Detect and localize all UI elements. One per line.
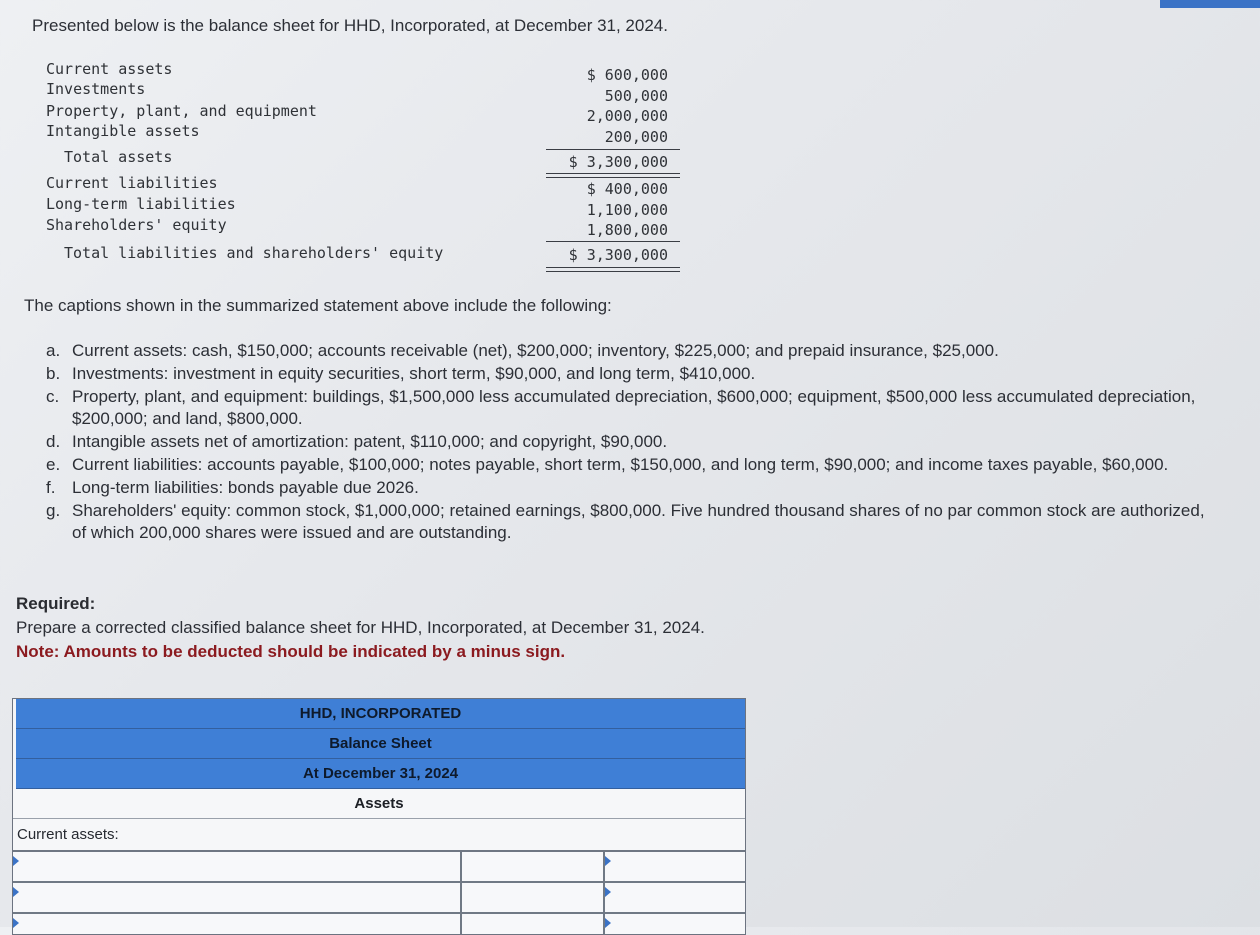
balance-sheet-worksheet [12,698,746,935]
dropdown-arrow-icon [605,887,611,897]
bs-amount: 200,000 [604,128,668,146]
bs-amount: 1,800,000 [586,221,668,239]
amount-cell[interactable] [462,852,605,881]
total-double-rule [546,267,680,272]
amount-input[interactable] [462,852,603,881]
worksheet-input-row [13,852,745,883]
bs-amount: $ 600,000 [586,66,668,84]
bs-row-investments [46,80,686,105]
bs-label: Total assets [64,148,173,166]
bs-row-total-liabilities-equity [46,244,686,264]
worksheet-subhead-current-assets: Current assets: [13,819,745,852]
bs-label: Intangible assets [46,122,200,140]
top-right-accent-bar [1160,0,1260,8]
bs-amount: 500,000 [604,87,668,105]
subtotal-rule [546,241,680,242]
dropdown-arrow-icon [13,887,19,897]
caption-item-d [46,431,1216,453]
caption-item-f [46,477,1216,499]
caption-item-g [46,500,1216,544]
caption-letter: d. [46,432,61,451]
account-select-cell[interactable] [13,914,462,934]
dropdown-arrow-icon [13,856,19,866]
bs-label: Long-term liabilities [46,195,236,213]
caption-item-b [46,363,1216,385]
caption-letter: c. [46,387,60,406]
captions-list [46,340,1216,545]
bs-row-current-assets [46,60,686,84]
caption-letter: a. [46,341,61,360]
bs-label: Shareholders' equity [46,216,227,234]
bs-row-long-term-liabilities [46,195,686,219]
caption-text: Shareholders' equity: common stock, $1,000,000; retained earnings, $800,000. Five hundred thousand shares of no par common stock are authorized, of which 200,000 shares were issued and are outstanding. [72,501,1205,542]
worksheet-company: HHD, INCORPORATED [16,699,745,729]
caption-text: Intangible assets net of amortization: patent, $110,000; and copyright, $90,000. [72,432,668,451]
worksheet-statement: Balance Sheet [16,729,745,759]
captions-intro: The captions shown in the summarized statement above include the following: [24,296,612,315]
bs-row-total-assets [46,148,686,171]
bs-row-intangibles [46,122,686,146]
bs-amount: 1,100,000 [586,201,668,219]
intro-text: Presented below is the balance sheet for HHD, Incorporated, at December 31, 2024. [32,16,668,35]
bs-amount: $ 3,300,000 [568,153,668,171]
amount-input[interactable] [462,883,603,912]
worksheet-input-row [13,883,745,914]
dropdown-arrow-icon [605,856,611,866]
required-text: Prepare a corrected classified balance sheet for HHD, Incorporated, at December 31, 2024. [16,618,705,637]
total-cell[interactable] [605,883,745,912]
bs-row-shareholders-equity [46,216,686,239]
caption-text: Current liabilities: accounts payable, $100,000; notes payable, short term, $150,000, and long term, $90,000; and income taxes payable, $60,000. [72,455,1169,474]
account-select-cell[interactable] [13,883,462,912]
caption-item-e [46,454,1216,476]
amount-cell[interactable] [462,914,605,934]
bs-label: Total liabilities and shareholders' equity [64,244,444,262]
worksheet-section-assets: Assets [13,789,745,819]
caption-letter: g. [46,501,61,520]
caption-item-a [46,340,1216,362]
total-input[interactable] [605,852,745,881]
caption-text: Investments: investment in equity securities, short term, $90,000, and long term, $410,000. [72,364,756,383]
caption-text: Property, plant, and equipment: buildings, $1,500,000 less accumulated depreciation, $600,000; equipment, $500,000 less accumulated depreciation, $200,000; and land, $800,000. [72,387,1196,428]
account-select-input[interactable] [13,883,460,912]
caption-text: Current assets: cash, $150,000; accounts receivable (net), $200,000; inventory, $225,000; and prepaid insurance, $25,000. [72,341,999,360]
worksheet-date: At December 31, 2024 [16,759,745,789]
caption-text: Long-term liabilities: bonds payable due 2026. [72,478,419,497]
total-cell[interactable] [605,852,745,881]
caption-letter: e. [46,455,61,474]
account-select-input[interactable] [13,852,460,881]
total-input[interactable] [605,883,745,912]
caption-item-c [46,386,1216,430]
bs-label: Current liabilities [46,174,218,192]
note-text: Note: Amounts to be deducted should be indicated by a minus sign. [16,642,566,661]
worksheet-input-row [13,914,745,934]
bs-label: Current assets [46,60,173,78]
bs-row-current-liabilities [46,174,686,198]
bs-label: Property, plant, and equipment [46,102,317,120]
original-balance-sheet [46,60,686,275]
bs-amount: $ 400,000 [586,180,668,198]
caption-letter: f. [46,478,56,497]
account-select-cell[interactable] [13,852,462,881]
required-title: Required: [16,594,96,613]
bs-row-ppe [46,102,686,125]
amount-cell[interactable] [462,883,605,912]
total-cell[interactable] [605,914,745,934]
bs-amount: 2,000,000 [586,107,668,125]
bs-amount: $ 3,300,000 [568,246,668,264]
caption-letter: b. [46,364,61,383]
bs-label: Investments [46,80,146,98]
